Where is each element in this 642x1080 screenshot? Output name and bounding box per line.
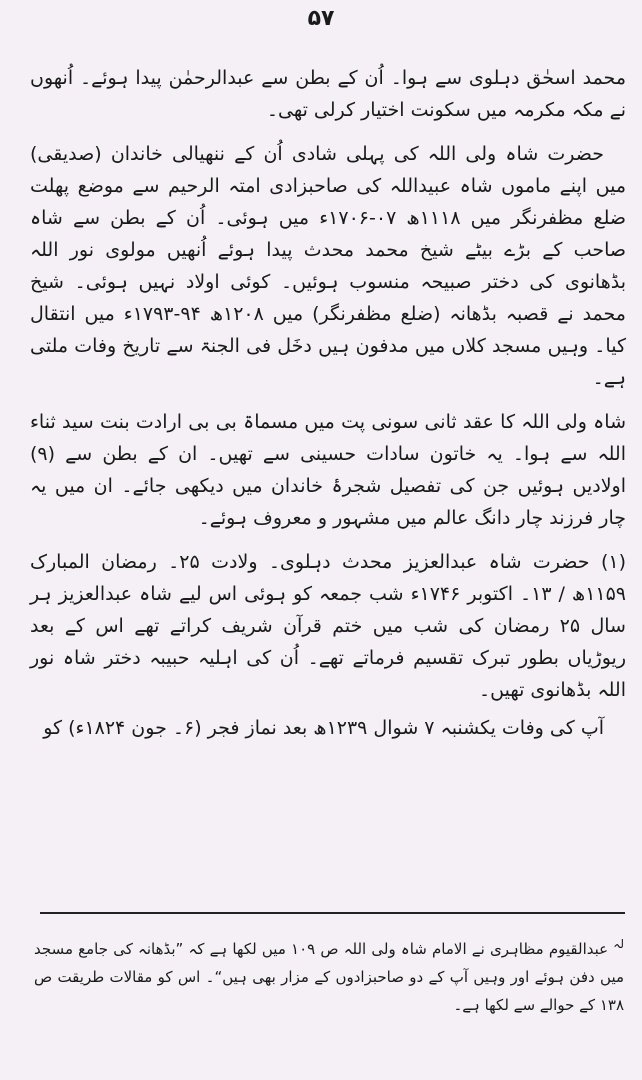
paragraph-5: آپ کی وفات یکشنبہ ۷ شوال ۱۲۳۹ھ بعد نماز فجر (۶۔ جون ۱۸۲۴ء) کو <box>43 717 604 739</box>
footnote-marker: لہ <box>613 937 624 951</box>
paragraph-1: محمد اسحٰق دہلوی سے ہوا۔ اُن کے بطن سے عبدالرحمٰن پیدا ہوئے۔ اُنھوں نے مکہ مکرمہ میں سکونت اختیار کرلی تھی۔ <box>30 67 626 121</box>
main-text <box>30 62 626 756</box>
page-number: ۵۷ <box>307 6 335 31</box>
paragraph-2: حضرت شاہ ولی اللہ کی پہلی شادی اُن کے ننھیالی خاندان (صدیقی) میں اپنے ماموں شاہ عبیداللہ کی صاحبزادی امتہ الرحیم سے موضع پھلت ضلع مظفرنگر میں ۱۱۱۸ھ ۰۷-۱۷۰۶ء میں ہوئی۔ اُن کے بطن سے شاہ صاحب کے بڑے بیٹے شیخ محمد محدث پیدا ہوئے اُنھیں مولوی نور اللہ بڈھانوی کی دختر صبیحہ منسوب ہوئیں۔ کوئی اولاد نہیں ہوئی۔ شیخ محمد نے قصبہ بڈھانہ (ضلع مظفرنگر) میں ۱۲۰۸ھ ۹۴-۱۷۹۳ء میں انتقال کیا۔ وہیں مسجد کلاں میں مدفون ہیں دخَل فی الجنۃ سے تاریخ وفات ملتی ہے۔ <box>30 143 626 389</box>
paragraph-4: (۱) حضرت شاہ عبدالعزیز محدث دہلوی۔ ولادت ۲۵۔ رمضان المبارک ۱۱۵۹ھ / ۱۳۔ اکتوبر ۱۷۴۶ء شب جمعہ کو ہوئی اس لیے شاہ عبدالعزیز ہر سال ۲۵ رمضان کی شب میں ختم قرآن شریف کراتے تھے اس کے بعد ریوڑیاں بطور تبرک تقسیم فرماتے تھے۔ اُن کی اہلیہ حبیبہ دختر شاہ نور اللہ بڈھانوی تھیں۔ <box>30 551 627 701</box>
paragraph-3: شاہ ولی اللہ کا عقد ثانی سونی پت میں مسماۃ بی بی ارادت بنت سید ثناء اللہ سے ہوا۔ یہ خاتون سادات حسینی سے تھیں۔ ان کے بطن سے (۹) اولادیں ہوئیں جن کی تفصیل شجرۂ خاندان میں دیکھی جائے۔ ان میں یہ چار فرزند چار دانگ عالم میں مشہور و معروف ہوئے۔ <box>30 411 626 529</box>
footnote-text: عبدالقیوم مظاہری نے الامام شاہ ولی اللہ ص ۱۰۹ میں لکھا ہے کہ ”بڈھانہ کی جامع مسجد میں دفن ہوئے اور وہیں آپ کے دو صاحبزادوں کے مزار بھی ہیں“۔ اس کو مقالات طریقت ص ۱۳۸ کے حوالے سے لکھا ہے۔ <box>34 940 624 1014</box>
footnote-divider <box>40 912 625 914</box>
footnote <box>34 930 624 1019</box>
